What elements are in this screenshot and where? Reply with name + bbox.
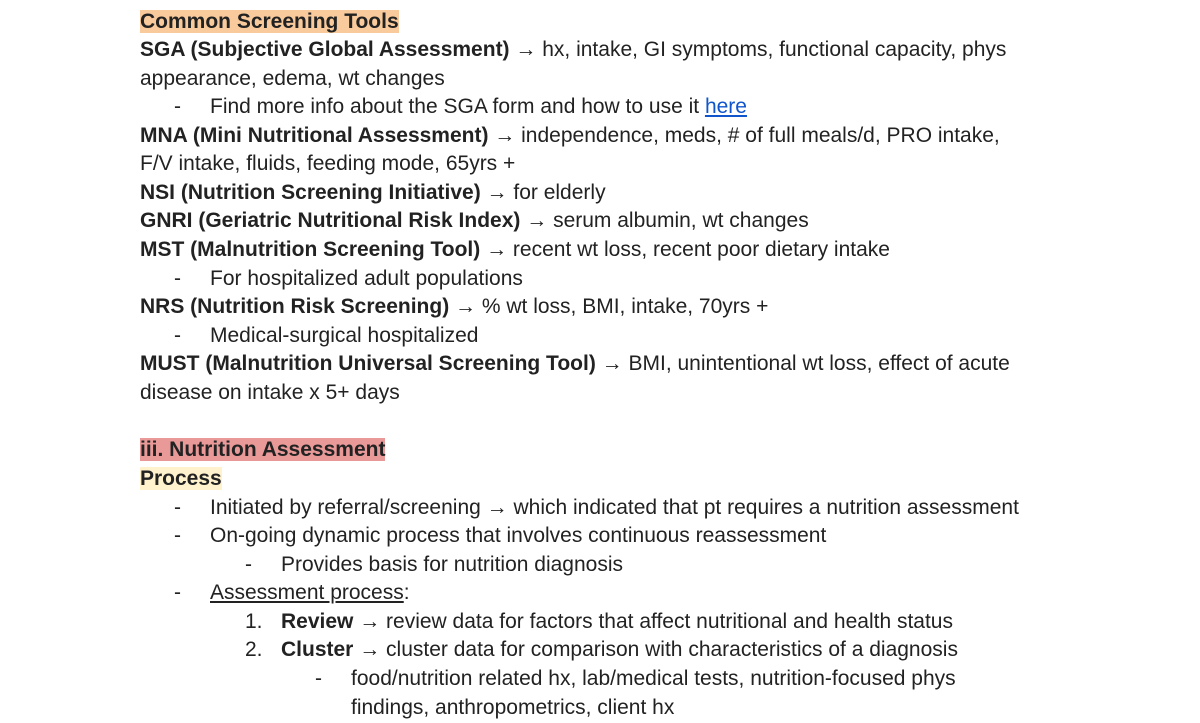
gnri-line — [140, 207, 809, 235]
nsi-term: NSI (Nutrition Screening Initiative) — [140, 181, 481, 204]
nsi-line — [140, 179, 606, 207]
must-term: MUST (Malnutrition Universal Screening Tool) — [140, 352, 596, 375]
mna-term: MNA (Mini Nutritional Assessment) — [140, 124, 489, 147]
gnri-description: → serum albumin, wt changes — [520, 209, 809, 232]
step-2-term: Cluster — [281, 638, 354, 661]
sga-line-cont: appearance, edema, wt changes — [140, 67, 445, 90]
sga-here-link[interactable]: here — [704, 95, 747, 118]
nrs-line — [140, 293, 768, 321]
mna-line — [140, 122, 1000, 150]
process-subheading — [140, 465, 222, 493]
sga-description: → hx, intake, GI symptoms, functional capacity, phys — [509, 38, 1007, 61]
nrs-term: NRS (Nutrition Risk Screening) — [140, 295, 450, 318]
nsi-description: → for elderly — [480, 181, 606, 204]
sga-sub-text: Find more info about the SGA form and how to use it — [210, 95, 705, 118]
bullet-dash: - — [174, 324, 181, 347]
sga-term: SGA (Subjective Global Assessment) — [140, 38, 510, 61]
assessment-heading-text: iii. Nutrition Assessment — [140, 438, 386, 461]
step-1 — [281, 608, 953, 636]
process-subheading-text: Process — [140, 467, 222, 490]
process-bullet-2: On-going dynamic process that involves continuous reassessment — [210, 524, 827, 547]
screening-heading-text: Common Screening Tools — [140, 10, 399, 33]
bullet-dash: - — [174, 95, 181, 118]
nrs-sub-bullet: Medical-surgical hospitalized — [210, 324, 479, 347]
assessment-process-colon: : — [403, 581, 410, 604]
nrs-description: → % wt loss, BMI, intake, 70yrs + — [449, 295, 769, 318]
step-2-sub-line-2: findings, anthropometrics, client hx — [351, 696, 675, 719]
step-1-number: 1. — [245, 610, 263, 633]
bullet-dash: - — [174, 496, 181, 519]
step-1-description: → review data for factors that affect nutritional and health status — [353, 610, 953, 633]
bullet-dash: - — [174, 267, 181, 290]
step-2 — [281, 636, 958, 664]
process-bullet-2-sub: Provides basis for nutrition diagnosis — [281, 553, 624, 576]
must-line-cont: disease on intake x 5+ days — [140, 381, 400, 404]
mna-line-cont: F/V intake, fluids, feeding mode, 65yrs + — [140, 152, 516, 175]
bullet-dash: - — [245, 553, 252, 576]
bullet-dash: - — [174, 581, 181, 604]
mst-sub-bullet: For hospitalized adult populations — [210, 267, 523, 290]
process-bullet-3 — [210, 579, 410, 607]
step-2-sub-line-1: food/nutrition related hx, lab/medical tests, nutrition-focused phys — [351, 667, 956, 690]
mst-line — [140, 236, 890, 264]
mst-term: MST (Malnutrition Screening Tool) — [140, 238, 481, 261]
assessment-process-label: Assessment process — [210, 581, 404, 604]
must-line — [140, 350, 1010, 378]
step-1-term: Review — [281, 610, 354, 633]
bullet-dash: - — [315, 667, 322, 690]
mna-description: → independence, meds, # of full meals/d, PRO intake, — [488, 124, 1000, 147]
assessment-heading — [140, 436, 385, 464]
process-bullet-1: Initiated by referral/screening → which indicated that pt requires a nutrition assessment — [210, 496, 1019, 519]
mst-description: → recent wt loss, recent poor dietary intake — [480, 238, 890, 261]
sga-line — [140, 36, 1006, 64]
must-description: → BMI, unintentional wt loss, effect of acute — [595, 352, 1010, 375]
screening-heading — [140, 8, 399, 36]
step-2-number: 2. — [245, 638, 263, 661]
gnri-term: GNRI (Geriatric Nutritional Risk Index) — [140, 209, 521, 232]
step-2-description: → cluster data for comparison with characteristics of a diagnosis — [353, 638, 958, 661]
sga-sub-bullet — [210, 93, 747, 121]
bullet-dash: - — [174, 524, 181, 547]
